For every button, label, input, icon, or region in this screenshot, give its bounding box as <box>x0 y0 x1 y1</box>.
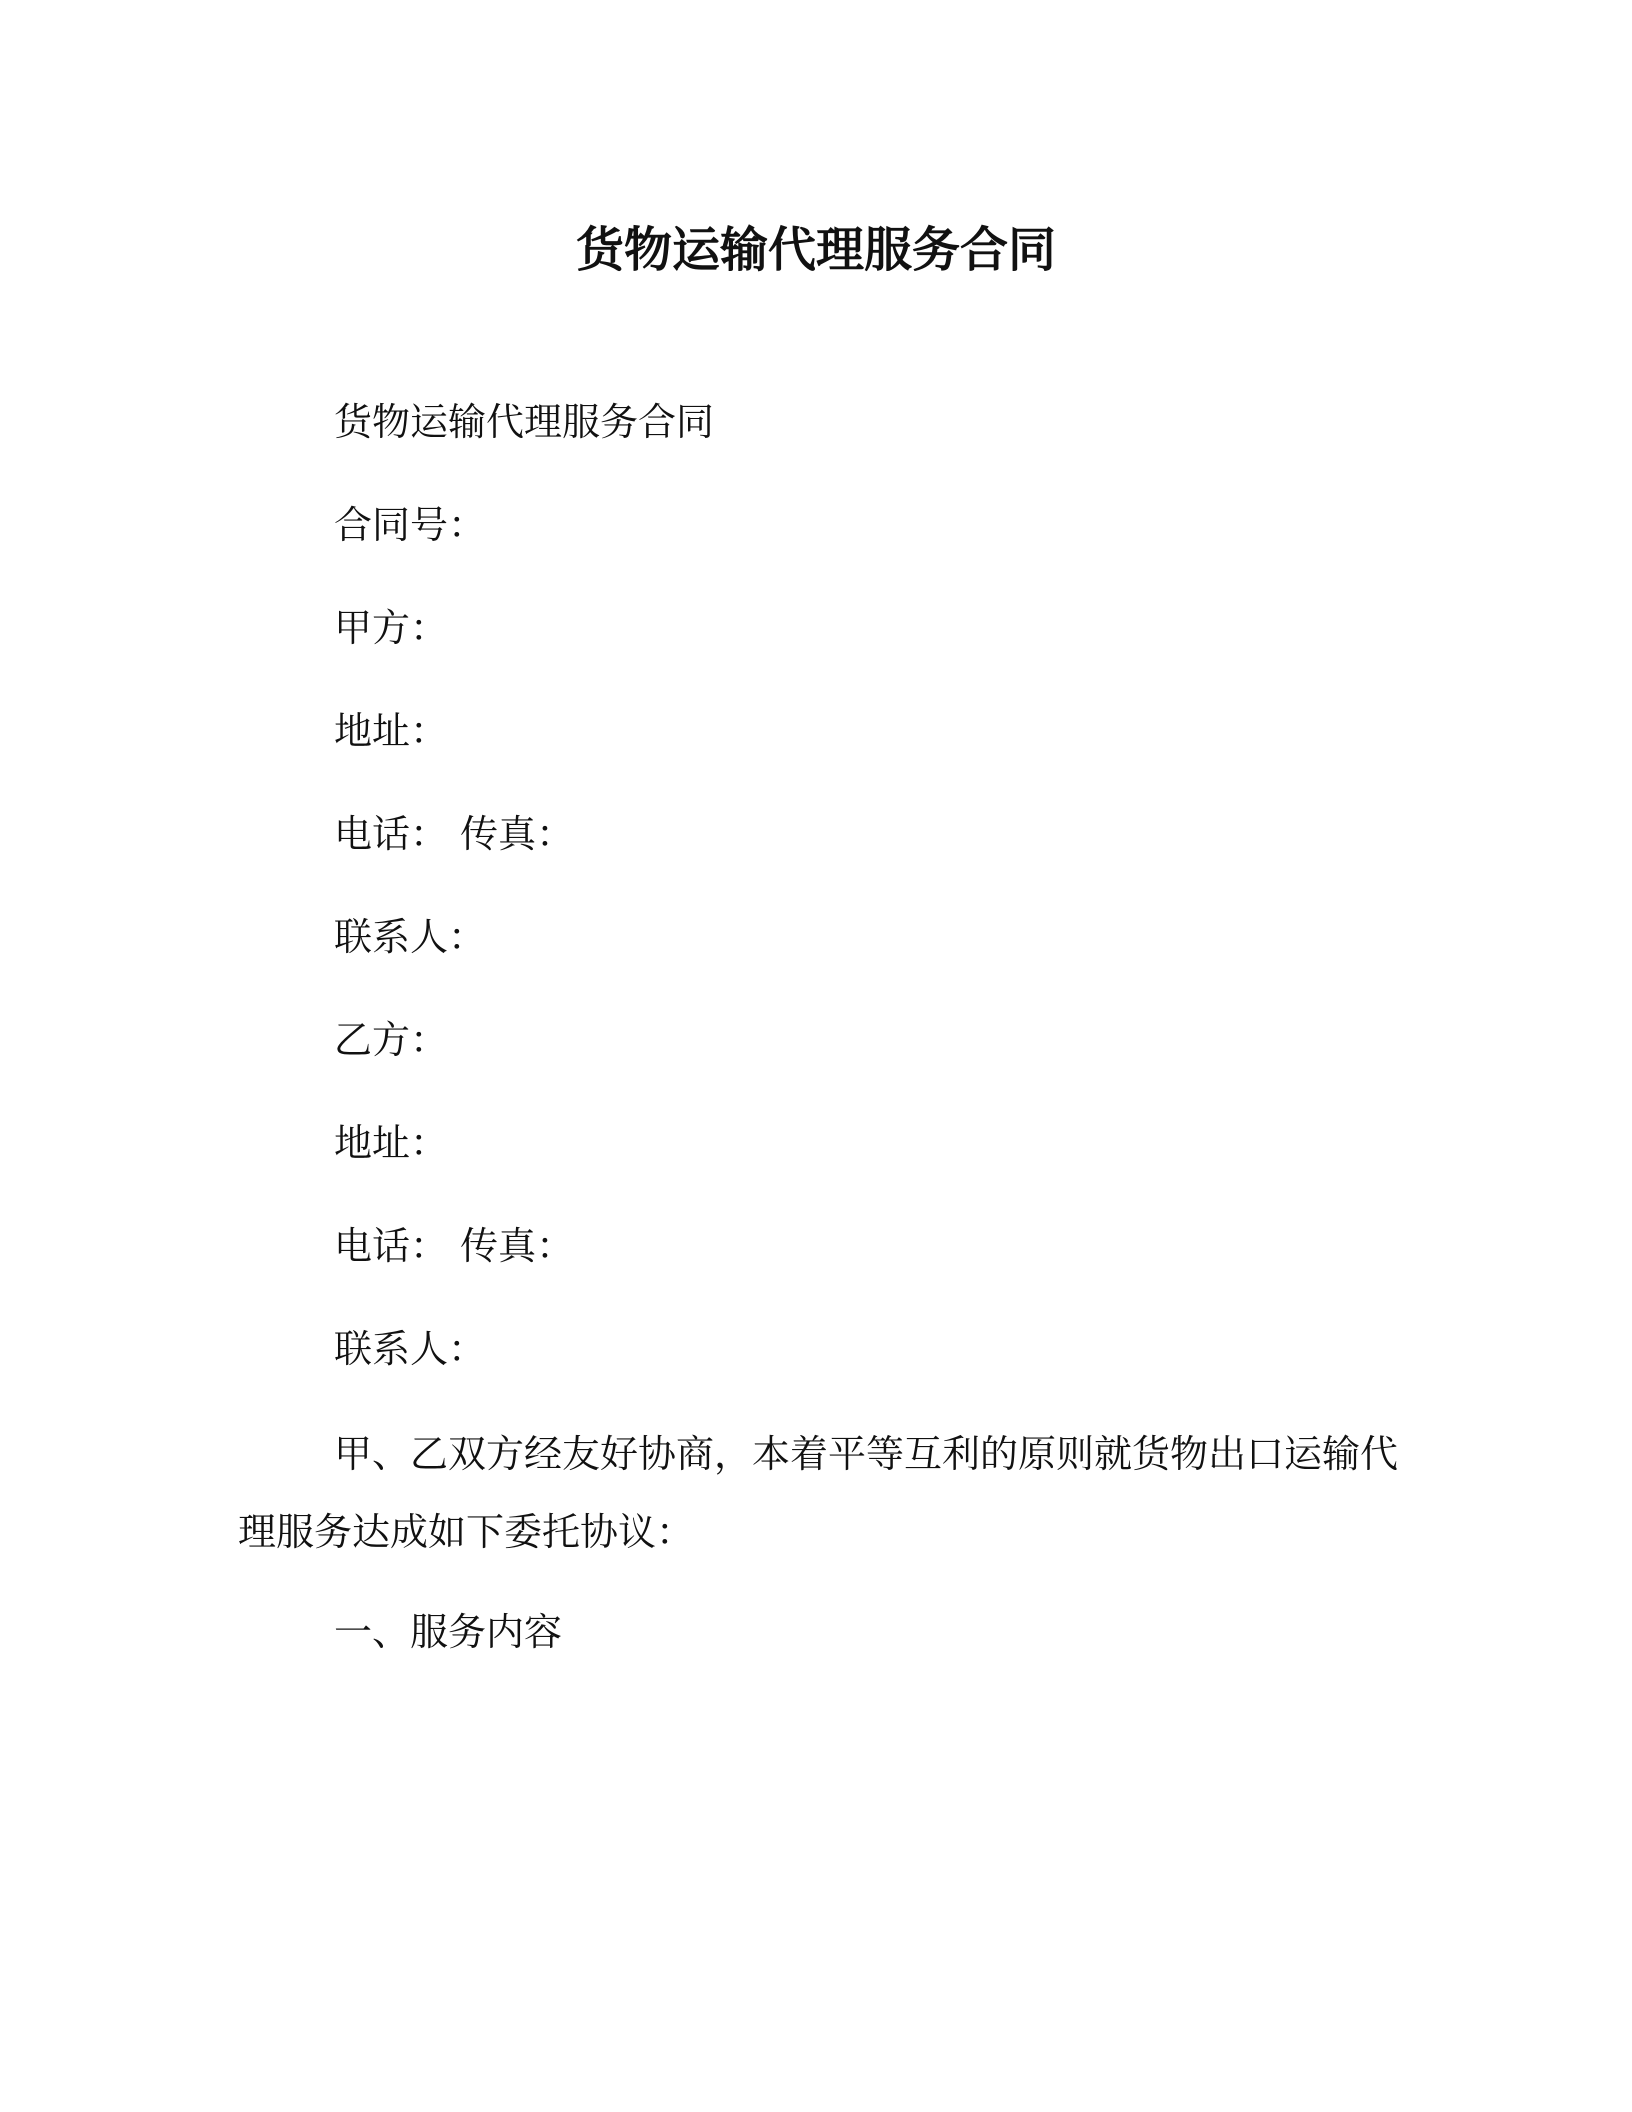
party-b-address-label: 地址： <box>334 1121 449 1165</box>
party-a-phone-fax-label: 电话： 传真： <box>334 812 575 856</box>
party-a-label: 甲方： <box>334 606 449 650</box>
section-1-heading: 一、服务内容 <box>334 1610 563 1654</box>
document-title: 货物运输代理服务合同 <box>575 222 1056 278</box>
party-a-contact-label: 联系人： <box>334 915 487 959</box>
contract-number-label: 合同号： <box>334 503 487 547</box>
preamble-paragraph: 甲、乙双方经友好协商，本着平等互利的原则就货物出口运输代理服务达成如下委托协议： <box>238 1432 1399 1554</box>
document-subtitle: 货物运输代理服务合同 <box>334 400 715 444</box>
party-b-contact-label: 联系人： <box>334 1327 487 1371</box>
party-b-phone-fax-label: 电话： 传真： <box>334 1224 575 1268</box>
party-a-address-label: 地址： <box>334 709 449 753</box>
party-b-label: 乙方： <box>334 1018 449 1062</box>
